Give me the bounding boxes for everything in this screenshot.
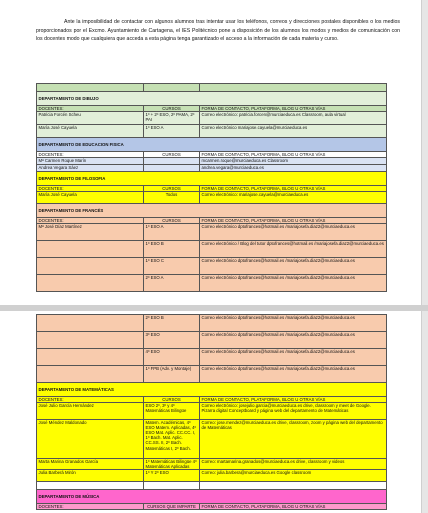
- contact-table-page-1: [36, 83, 387, 292]
- table-row: Mª Carmen Roque Marín mcarmen.roque@murciaeduca.es Classroom: [37, 158, 387, 165]
- department-header-filosofia: DEPARTAMENTO DE FILOSOFIA: [37, 172, 387, 186]
- table-row: 2º ESO B Correo electrónico dptofrances@hotmail.es /mariajosefa.diaz2@murciaeduca.es: [37, 315, 387, 332]
- table-row: Andrea Vegara Sáez andrea.vegara@murciaeduca.es: [37, 165, 387, 172]
- table-row: José Julio García Hernández ESO 2º, 3º y 4º Matemáticas Bilingüe Correo electrónico: josejulio.garcia@murciaeduca.es drive, classroom y meet de Google. Pizarra digital Conceptboard y página web del departamento de Matemáticas: [37, 403, 387, 420]
- table-row: 4º ESO Correo electrónico dptofrances@hotmail.es /mariajosefa.diaz2@murciaeduca.es: [37, 349, 387, 366]
- table-row: 3º ESO Correo electrónico dptofrances@hotmail.es /mariajosefa.diaz2@murciaeduca.es: [37, 332, 387, 349]
- table-row: José Méndez Maldonado Matem. Académicas, 4º ESO Matem. Aplicadas, 4º ESO Mat. Aplic. CC.CC. I, 1º Bach. Mat. Aplic. CC.SS. II, 2º Bach. Matemáticas I, 2º Bach. Correo: jose.mendez@murciaeduca.es drive, classroom, zoom y página web del departamento de Matemáticas: [37, 420, 387, 459]
- department-header-musica: DEPARTAMENTO DE MÚSICA: [37, 490, 387, 504]
- table-row: 1º ESO B Correo electrónico / Blog del tutor dptofrances@hotmail.es /mariajosefa.diaz2@murciaeduca.es: [37, 241, 387, 258]
- department-header-frances: DEPARTAMENTO DE FRANCÉS: [37, 204, 387, 218]
- table-header-row: DOCENTES: CURSOS FORMA DE CONTACTO, PLATAFORMA, BLOG U OTRAS VÍAS: [37, 186, 387, 192]
- table-row: María José Cayuela Todos Correo electrónico: mariajose.cayuela@murciaeduca.es: [37, 192, 387, 204]
- document-page-2: [0, 311, 422, 513]
- table-header-row: DOCENTES: CURSOS QUE IMPARTE FORMA DE CONTACTO, PLATAFORMA, BLOG U OTRAS VÍAS: [37, 504, 387, 510]
- table-row: Mª José Díaz Martínez 1º ESO A Correo electrónico dptofrances@hotmail.es /mariajosefa.diaz2@murciaeduca.es: [37, 224, 387, 241]
- table-header-row: DOCENTES: CURSOS FORMA DE CONTACTO, PLATAFORMA, BLOG U OTRAS VÍAS: [37, 397, 387, 403]
- table-row: Marta Marina Granados García 1º Matemáticas Bilingüe 4º Matemáticas Aplicadas Correo: martamarina.granados@murciaeduca.es drive, classroom y videos: [37, 459, 387, 470]
- intro-paragraph: [36, 18, 400, 44]
- table-row: 1º ESO C Correo electrónico dptofrances@hotmail.es /mariajosefa.diaz2@murciaeduca.es: [37, 258, 387, 275]
- table-header-row: DOCENTES: CURSOS FORMA DE CONTACTO, PLATAFORMA, BLOG U OTRAS VÍAS: [37, 218, 387, 224]
- department-header-matematicas: DEPARTAMENTO DE MATEMÁTICAS: [37, 383, 387, 397]
- table-row: María José Cayuela 1º ESO A Correo electrónico mariajose.cayuela@murciaeduca.es: [37, 125, 387, 138]
- table-row: 1º FPB (Adv. y Montaje) Correo electrónico dptofrances@hotmail.es /mariajosefa.diaz2@murciaeduca.es: [37, 366, 387, 383]
- intro-text: Ante la imposibilidad de contactar con algunos alumnos tras intentar usar los teléfonos, correos y direcciones postales disponibles o los medios proporcionados por el Excmo. Ayuntamiento de Cartagena, el IES Politécnico pone a disposición de los alumnos los modos y medios de comunicación con los docentes modo que cualquiera que acceda a esta página tenga garantizado el acceso a la información de cada materia y curso.: [36, 19, 400, 43]
- table-row: 2º ESO A Correo electrónico dptofrances@hotmail.es /mariajosefa.diaz2@murciaeduca.es: [37, 275, 387, 292]
- contact-table-page-2: [36, 314, 387, 510]
- table-row: Patricia Forcén Scheu 1º + 2º ESO, 2º PAMA, 2º PAI Correo electrónico: patricia.forcen@murciaeduca.es Classroom, aula virtual: [37, 112, 387, 125]
- department-header-ef: DEPARTAMENTO DE EDUCACION FISICA: [37, 138, 387, 152]
- table-row: Julia Barberá Mirón 1º Y 2º ESO Correo: julia.barbera@murciaeduca.es Google classroom: [37, 470, 387, 482]
- department-header-dibujo: DEPARTAMENTO DE DIBUJO: [37, 92, 387, 106]
- table-header-row: DOCENTES: CURSOS FORMA DE CONTACTO, PLATAFORMA, BLOG U OTRAS VÍAS: [37, 152, 387, 158]
- table-header-row: DOCENTES: CURSOS FORMA DE CONTACTO, PLATAFORMA, BLOG U OTRAS VÍAS: [37, 106, 387, 112]
